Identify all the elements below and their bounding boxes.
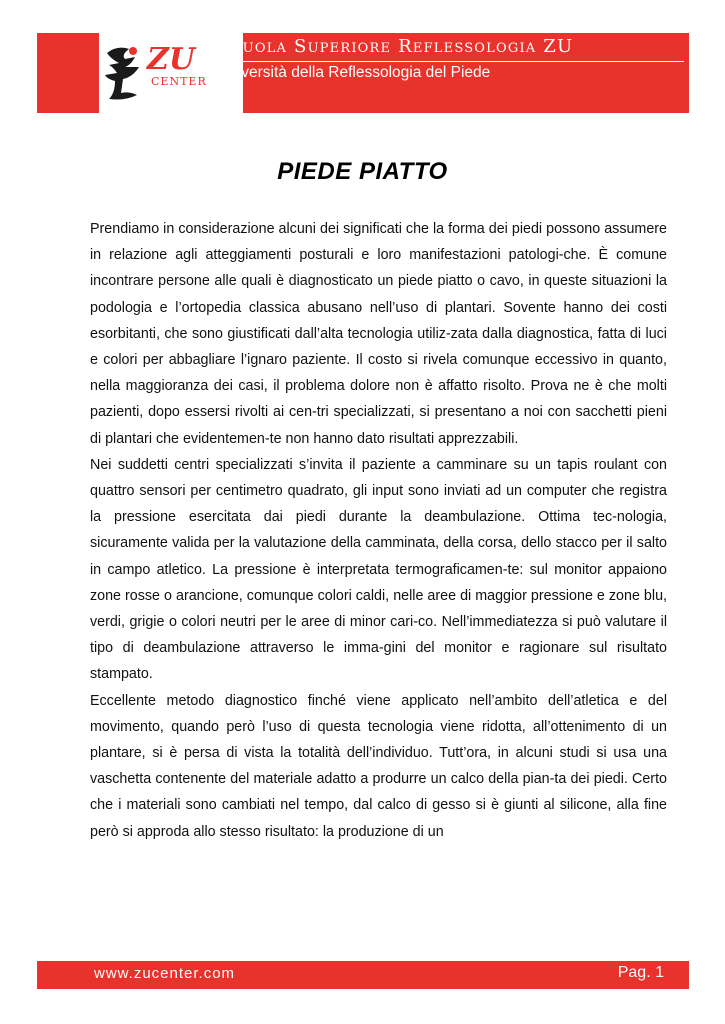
logo-subtext: CENTER — [151, 75, 207, 88]
paragraph-2: Nei suddetti centri specializzati s’invita il paziente a camminare su un tapis roulant con quattro sensori per centimetro quadrato, gli input sono inviati ad un computer che registra la pressione esercitata dai piedi durante la deambulazione. Ottima tec-nologia, sicuramente valida per la valutazione della camminata, della corsa, dello stacco per il salto in campo atletico. La pressione è interpretata termograficamen-te: sul monitor appaiono zone rosse o arancione, comunque colori caldi, nelle aree di maggior pressione e zone blu, verdi, grigie o colori neutri per le aree di minor cari-co. Nell’immediatezza si può valutare il tipo di deambulazione attraverso le imma-gini del monitor e ragionare sul risultato stampato. — [90, 456, 667, 683]
footer-url-link[interactable]: www.zucenter.com — [94, 965, 236, 982]
article-body — [90, 216, 667, 845]
paragraph-1: Prendiamo in considerazione alcuni dei significati che la forma dei piedi possono assumere in relazione agli atteggiamenti posturali e loro manifestazioni patologi-che. È comune incontrare persone alle quali è diagnosticato un piede piatto o cavo, in queste situazioni la podologia e l’ortopedia classica abusano nell’uso di plantari. Sovente hanno dei costi esorbitanti, che sono giustificati dall’alta tecnologia utiliz-zata dalla diagnostica, fatta di luci e colori per abbagliare l’ignaro paziente. Il costo si rivela comunque eccessivo in quanto, nella maggioranza dei casi, il problema dolore non è affatto risolto. Prova ne è che molti pazienti, dopo essersi rivolti ai cen-tri specializzati, si presentano a noi con sacchetti pieni di plantari che evidentemen-te non hanno dato risultati apprezzabili. — [90, 221, 667, 447]
page-number: Pag. 1 — [617, 964, 664, 981]
logo-text: ZU — [147, 42, 196, 77]
page-title: PIEDE PIATTO — [277, 158, 448, 185]
header-divider — [218, 61, 684, 62]
school-title: Scuola Superiore Reflessologia ZU — [218, 36, 574, 57]
footer-bar — [37, 961, 689, 989]
paragraph-3: Eccellente metodo diagnostico finché viene applicato nell’ambito dell’atletica e del movimento, quando però l’uso di questa tecnologia viene ridotta, all’ottenimento di un plantare, si è persa di vista la totalità dell’individuo. Tutt’ora, in alcuni studi si usa una vaschetta contenente del materiale adatto a produrre un calco della pian-ta dei piedi. Certo che i materiali sono cambiati nel tempo, dal calco di gesso si è giunti al silicone, alla fine però si approda allo stesso risultato: la produzione di un — [90, 692, 667, 840]
school-subtitle: Università della Reflessologia del Piede — [218, 64, 491, 81]
header-banner — [37, 33, 689, 113]
